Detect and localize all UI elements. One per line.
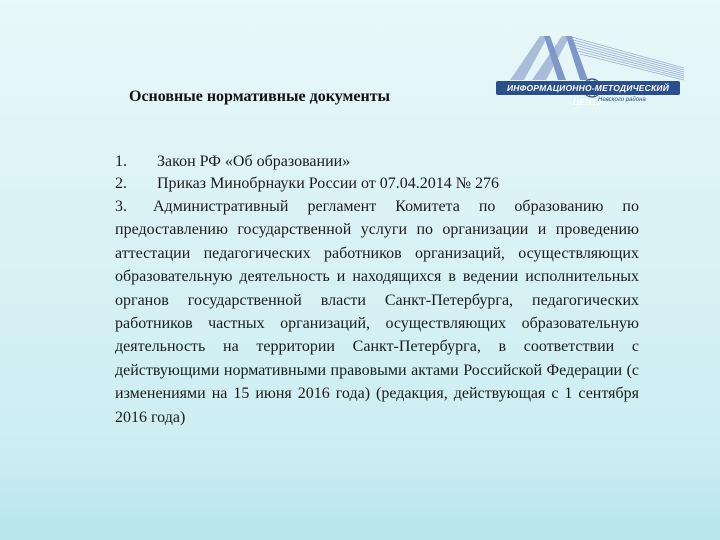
page-title: Основные нормативные документы [129, 88, 391, 105]
methodical-center-logo [488, 28, 688, 108]
document-text: Приказ Минобрнауки России от 07.04.2014 № 276 [157, 175, 500, 192]
document-number: 1. [115, 153, 127, 170]
document-item-3 [115, 195, 639, 429]
document-text: Административный регламент Комитета по образованию по предоставлению государственной услуги по организации и проведению аттестации педагогических работников организаций, осуществляющих образовательную деятельность и находящихся в ведении исполнительных органов государственной власти Санкт-Петербурга, педагогических работников частных организаций, осуществляющих образовательную деятельность на территории Санкт-Петербурга, в соответствии с действующими нормативными правовыми актами Российской Федерации (с изменениями на 15 июня 2016 года) (редакция, действующая с 1 сентября 2016 года) [115, 198, 639, 426]
logo-text: ИНФОРМАЦИОННО-МЕТОДИЧЕСКИЙ ЦЕНТР [496, 81, 680, 95]
document-number: 2. [115, 175, 127, 192]
background-gradient [0, 460, 720, 540]
documents-list [115, 151, 639, 429]
document-number: 3. [115, 198, 127, 215]
document-item-2 [115, 173, 639, 195]
logo-subtitle: Невского района [598, 97, 646, 103]
document-item-1 [115, 151, 639, 173]
document-text: Закон РФ «Об образовании» [157, 153, 351, 170]
